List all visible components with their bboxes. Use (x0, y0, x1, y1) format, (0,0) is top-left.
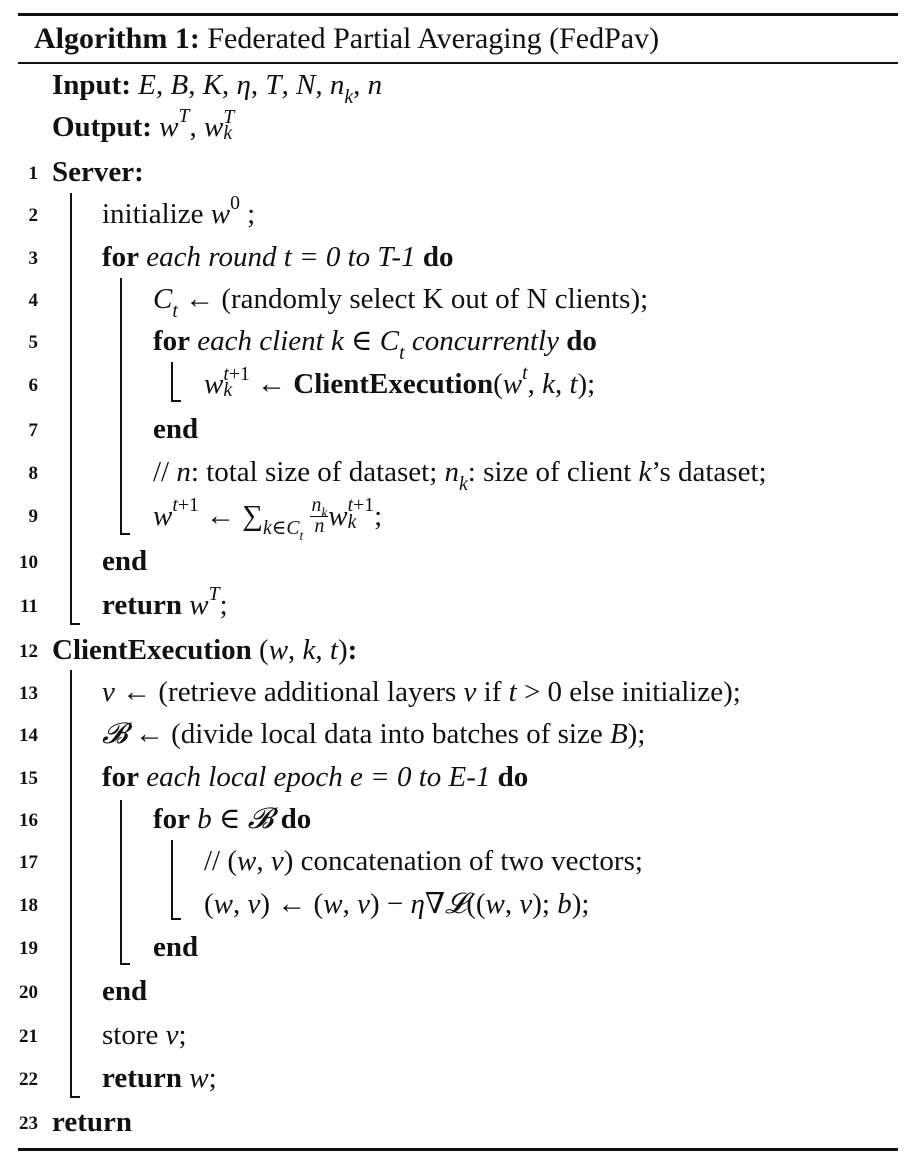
batch-loop-tick (171, 918, 181, 920)
code-line-2: initialize $w^0$ ; (102, 192, 256, 230)
server-block-tick (70, 623, 80, 625)
code-line-12: ClientExecution (w, k, t): (52, 634, 358, 666)
round-loop-bar (120, 278, 122, 535)
line-number: 16 (19, 810, 38, 831)
line-number: 13 (19, 683, 38, 704)
epoch-loop-tick (120, 963, 130, 965)
round-loop-tick (120, 533, 130, 535)
bottom-rule (18, 1148, 898, 1151)
code-line-6: w t+1 k ← $ClientExecution(w^t$, k, t); (204, 362, 596, 402)
line-number: 10 (19, 552, 38, 573)
line-number: 20 (19, 982, 38, 1003)
algorithm-name: Federated Partial Averaging (FedPav) (207, 22, 660, 55)
line-number: 9 (28, 506, 38, 527)
code-line-19: end (153, 931, 199, 963)
code-line-21: store v; (102, 1019, 187, 1051)
line-number: 8 (28, 463, 38, 484)
line-number: 4 (28, 290, 38, 311)
client-loop-bar (171, 362, 173, 402)
line-number: 17 (19, 852, 38, 873)
code-line-7: end (153, 413, 199, 445)
line-number: 12 (19, 641, 38, 662)
client-exec-block-tick (70, 1096, 80, 1098)
code-line-14: 𝓑 ← (divide local data into batches of size B); (102, 718, 646, 750)
code-line-5: for each client k ∈ $C_t$ concurrently do (153, 325, 597, 364)
code-line-16: for b ∈ 𝓑 do (153, 803, 312, 835)
client-exec-block-bar (70, 670, 72, 1098)
line-number: 23 (19, 1113, 38, 1134)
algorithm-title (34, 17, 659, 61)
top-rule (18, 13, 898, 16)
code-line-20: end (102, 975, 148, 1007)
code-line-22: return w; (102, 1062, 217, 1094)
line-number: 5 (28, 332, 38, 353)
line-number: 2 (28, 205, 38, 226)
line-number: 15 (19, 768, 38, 789)
line-number: 7 (28, 420, 38, 441)
line-number: 19 (19, 938, 38, 959)
line-number: 11 (20, 596, 38, 617)
code-line-8: // n: total size of dataset; $n_k$: size of client k’s dataset; (153, 456, 767, 495)
batch-loop-bar (171, 840, 173, 920)
line-number: 1 (28, 163, 38, 184)
code-line-9: $w^{t+1}$ ← $\sum_{k\in C_t}$ $\frac{n_k}{n}$ w t+1 k ; (153, 494, 383, 543)
server-block-bar (70, 193, 72, 625)
input-label: Input: (52, 69, 131, 101)
code-line-1: Server: (52, 156, 144, 188)
client-loop-tick (171, 400, 181, 402)
output-line: Output: $w^T$, w T k (52, 105, 235, 145)
code-line-18: (w, v) ← (w, v) − η∇𝓛((w, v); b); (204, 888, 590, 920)
code-line-23: return (52, 1106, 133, 1138)
code-line-17: // (w, v) concatenation of two vectors; (204, 845, 643, 877)
code-line-13: v ← (retrieve additional layers v if t > 0 else initialize); (102, 676, 741, 708)
line-number: 21 (19, 1026, 38, 1047)
code-line-3: for each round t = 0 to T-1 do (102, 241, 454, 273)
input-line: Input: E, B, K, η, T, N, $n_k$, n (52, 69, 383, 108)
line-number: 18 (19, 895, 38, 916)
epoch-loop-bar (120, 800, 122, 965)
algorithm-label: Algorithm 1: (34, 22, 200, 55)
header-rule (18, 62, 898, 64)
code-line-4: $C_t$ ← (randomly select K out of N clients); (153, 283, 649, 322)
output-label: Output: (52, 111, 152, 143)
line-number: 6 (28, 375, 38, 396)
line-number: 22 (19, 1069, 38, 1090)
code-line-15: for each local epoch e = 0 to E-1 do (102, 761, 529, 793)
code-line-10: end (102, 545, 148, 577)
line-number: 3 (28, 248, 38, 269)
line-number: 14 (19, 725, 38, 746)
code-line-11: return $w^T$; (102, 583, 228, 621)
